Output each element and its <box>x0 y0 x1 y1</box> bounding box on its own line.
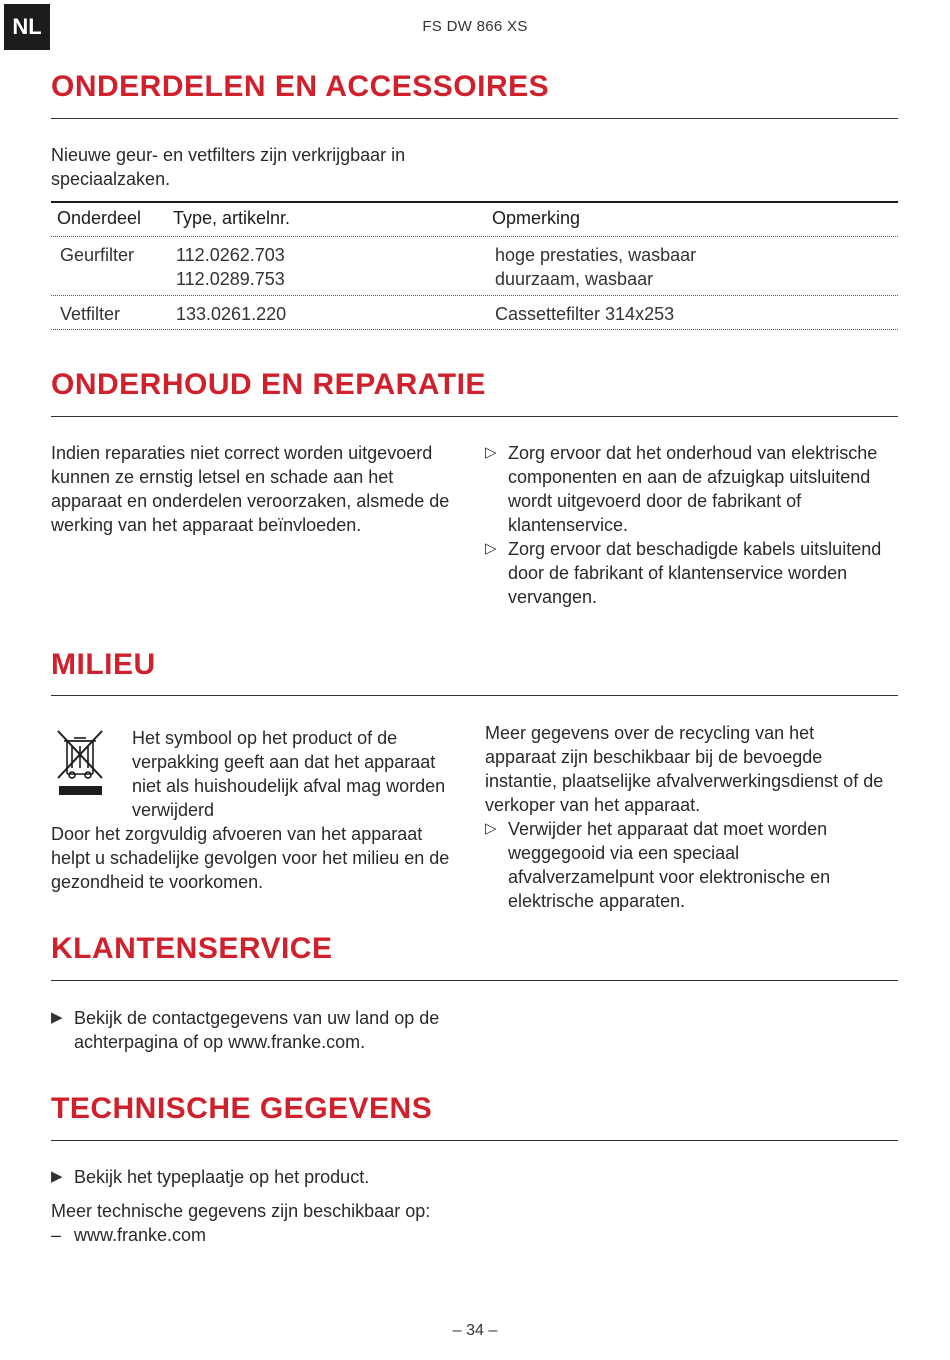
triangle-outline-icon: ▷ <box>485 820 497 837</box>
page-number: – 34 – <box>452 1322 498 1339</box>
list-item <box>485 817 885 913</box>
repair-bullets <box>485 441 885 609</box>
model-number: FS DW 866 XS <box>422 18 528 35</box>
parts-title: ONDERDELEN EN ACCESSOIRES <box>51 70 550 103</box>
row-part: Geurfilter <box>60 245 135 265</box>
list-item-text: Verwijder het apparaat dat moet worden weggegooid via een speciaal afvalverzamelpunt voor elektronische en elektrische apparaten. <box>508 819 831 911</box>
table-header-note: Opmerking <box>492 208 581 228</box>
recycling-text: Meer gegevens over de recycling van het apparaat zijn beschikbaar bij de bevoegde instantie, plaatselijke afvalverwerkingsdienst of de verkoper van het apparaat. <box>485 723 884 815</box>
list-item <box>485 537 885 609</box>
list-item-text: Zorg ervoor dat het onderhoud van elektrische componenten en aan de afzuigkap uitsluitend wordt uitgevoerd door de fabrikant of klantenservice. <box>508 443 878 535</box>
environment-bullets <box>485 817 885 913</box>
dash-marker: – <box>51 1225 62 1245</box>
website-link[interactable]: www.franke.com <box>74 1225 207 1245</box>
row-note: hoge prestaties, wasbaar <box>495 245 697 265</box>
list-item <box>51 1006 451 1054</box>
triangle-outline-icon: ▷ <box>485 444 497 461</box>
table-divider <box>51 295 898 296</box>
table-header-part: Onderdeel <box>57 208 142 228</box>
list-item <box>485 441 885 537</box>
technical-title: TECHNISCHE GEGEVENS <box>51 1092 433 1125</box>
technical-bullets <box>51 1165 451 1189</box>
technical-title-rule <box>51 1140 898 1141</box>
technical-text: Meer technische gegevens zijn beschikbaar op: <box>51 1201 431 1221</box>
list-item-text: Zorg ervoor dat beschadigde kabels uitsluitend door de fabrikant of klantenservice worden vervangen. <box>508 539 882 607</box>
environment-title: MILIEU <box>51 648 156 681</box>
triangle-filled-icon: ▶ <box>51 1009 63 1026</box>
service-bullets <box>51 1006 451 1054</box>
table-bottom-rule <box>51 329 898 330</box>
repair-title-rule <box>51 416 898 417</box>
triangle-outline-icon: ▷ <box>485 540 497 557</box>
service-title-rule <box>51 980 898 981</box>
row-type: 112.0289.753 <box>176 269 285 289</box>
row-note: duurzaam, wasbaar <box>495 269 654 289</box>
crossed-bin-icon <box>54 728 108 800</box>
table-divider <box>51 236 898 237</box>
table-header-type: Type, artikelnr. <box>173 208 291 228</box>
parts-intro: Nieuwe geur- en vetfilters zijn verkrijgbaar in speciaalzaken. <box>51 145 406 189</box>
repair-text: Indien reparaties niet correct worden uitgevoerd kunnen ze ernstig letsel en schade aan het apparaat en onderdelen veroorzaken, alsmede de werking van het apparaat beïnvloeden. <box>51 443 450 535</box>
row-note: Cassettefilter 314x253 <box>495 304 675 324</box>
repair-title: ONDERHOUD EN REPARATIE <box>51 368 486 401</box>
list-item-text: Bekijk het typeplaatje op het product. <box>74 1167 370 1187</box>
dash-list-item <box>51 1223 207 1247</box>
list-item <box>51 1165 451 1189</box>
parts-title-rule <box>51 118 898 119</box>
row-part: Vetfilter <box>60 304 121 324</box>
language-badge: NL <box>4 4 50 50</box>
service-title: KLANTENSERVICE <box>51 932 333 965</box>
weee-symbol-text: Het symbool op het product of de verpakking geeft aan dat het apparaat niet als huishoudelijk afval mag worden verwijderd <box>132 728 446 820</box>
table-top-rule <box>51 201 898 203</box>
list-item-text: Bekijk de contactgegevens van uw land op de achterpagina of op www.franke.com. <box>74 1008 440 1052</box>
row-type: 112.0262.703 <box>176 245 285 265</box>
row-type: 133.0261.220 <box>176 304 287 324</box>
triangle-filled-icon: ▶ <box>51 1168 63 1185</box>
environment-title-rule <box>51 695 898 696</box>
environment-text: Door het zorgvuldig afvoeren van het apparaat helpt u schadelijke gevolgen voor het milieu en de gezondheid te voorkomen. <box>51 824 450 892</box>
